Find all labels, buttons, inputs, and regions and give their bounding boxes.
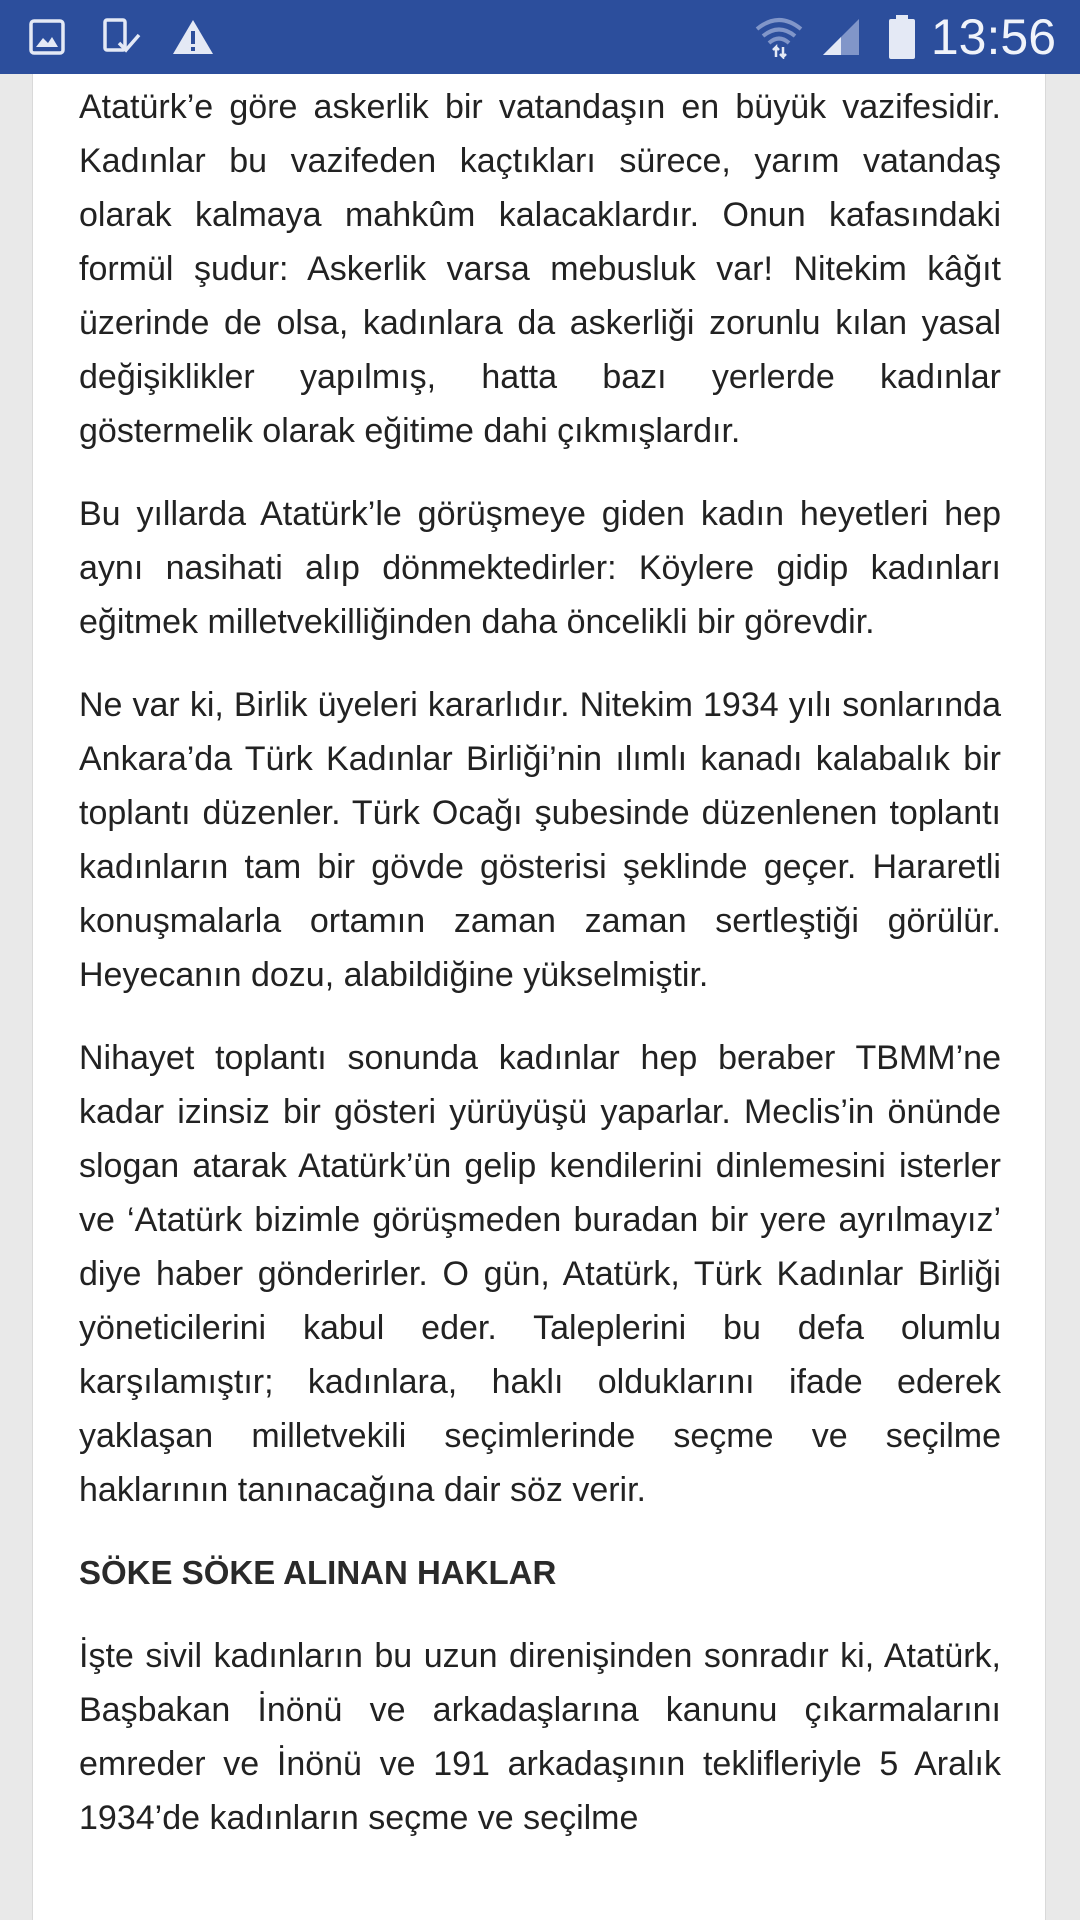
article-paragraph: Bu yıllarda Atatürk’le görüşmeye giden kadın heyetleri hep aynı nasihati alıp dönmektedirler: Köylere gidip kadınları eğitmek milletvekilliğinden daha öncelikli bir görevdir. <box>79 495 1001 641</box>
section-heading: SÖKE SÖKE ALINAN HAKLAR <box>79 1554 557 1591</box>
article-paragraph: Atatürk’e göre askerlik bir vatandaşın en büyük vazifesidir. Kadınlar bu vazifeden kaçtıkları sürece, yarım vatandaş olarak kalmaya mahkûm kalacaklardır. Onun kafasındaki formül şudur: Askerlik varsa mebusluk var! Nitekim kâğıt üzerinde de olsa, kadınlara da askerliği zorunlu kılan yasal değişiklikler yapılmış, hatta bazı yerlerde kadınlar göstermelik olarak eğitime dahi çıkmışlardır. <box>79 88 1001 450</box>
article-paragraph: İşte sivil kadınların bu uzun direnişinden sonradır ki, Atatürk, Başbakan İnönü ve arkadaşlarına kanunu çıkarmalarını emreder ve İnönü ve 191 arkadaşının teklifleriyle 5 Aralık 1934’de kadınların seçme ve seçilme <box>79 1637 1001 1837</box>
warning-icon <box>168 0 218 74</box>
battery-icon <box>880 0 924 74</box>
article-paragraph: Nihayet toplantı sonunda kadınlar hep beraber TBMM’ne kadar izinsiz bir gösteri yürüyüşü yaparlar. Meclis’in önünde slogan atarak Atatürk’ün gelip kendilerini dinlemesini isterler ve ‘Atatürk bizimle görüşmeden buradan bir yere ayrılmayız’ diye haber gönderirler. O gün, Atatürk, Türk Kadınlar Birliği yöneticilerini kabul eder. Taleplerini bu defa olumlu karşılamıştır; kadınlara, haklı olduklarını ifade ederek yaklaşan milletvekili seçimlerinde seçme ve seçilme haklarının tanınacağına dair söz verir. <box>79 1039 1001 1509</box>
cell-signal-icon <box>816 0 866 74</box>
article-paragraph: Ne var ki, Birlik üyeleri kararlıdır. Nitekim 1934 yılı sonlarında Ankara’da Türk Kadınlar Birliği’nin ılımlı kanadı kalabalık bir toplantı düzenler. Türk Ocağı şubesinde düzenlenen toplantı kadınların tam bir gövde gösterisi şeklinde geçer. Hararetli konuşmalarla ortamın zaman zaman sertleştiği görülür. Heyecanın dozu, alabildiğine yükselmiştir. <box>79 686 1001 994</box>
article-page[interactable] <box>32 74 1046 1920</box>
article-body <box>79 80 1001 1874</box>
clock: 13:56 <box>930 9 1056 65</box>
wifi-icon <box>752 0 806 74</box>
image-icon <box>22 0 72 74</box>
download-check-icon <box>96 0 146 74</box>
status-bar <box>0 0 1080 74</box>
